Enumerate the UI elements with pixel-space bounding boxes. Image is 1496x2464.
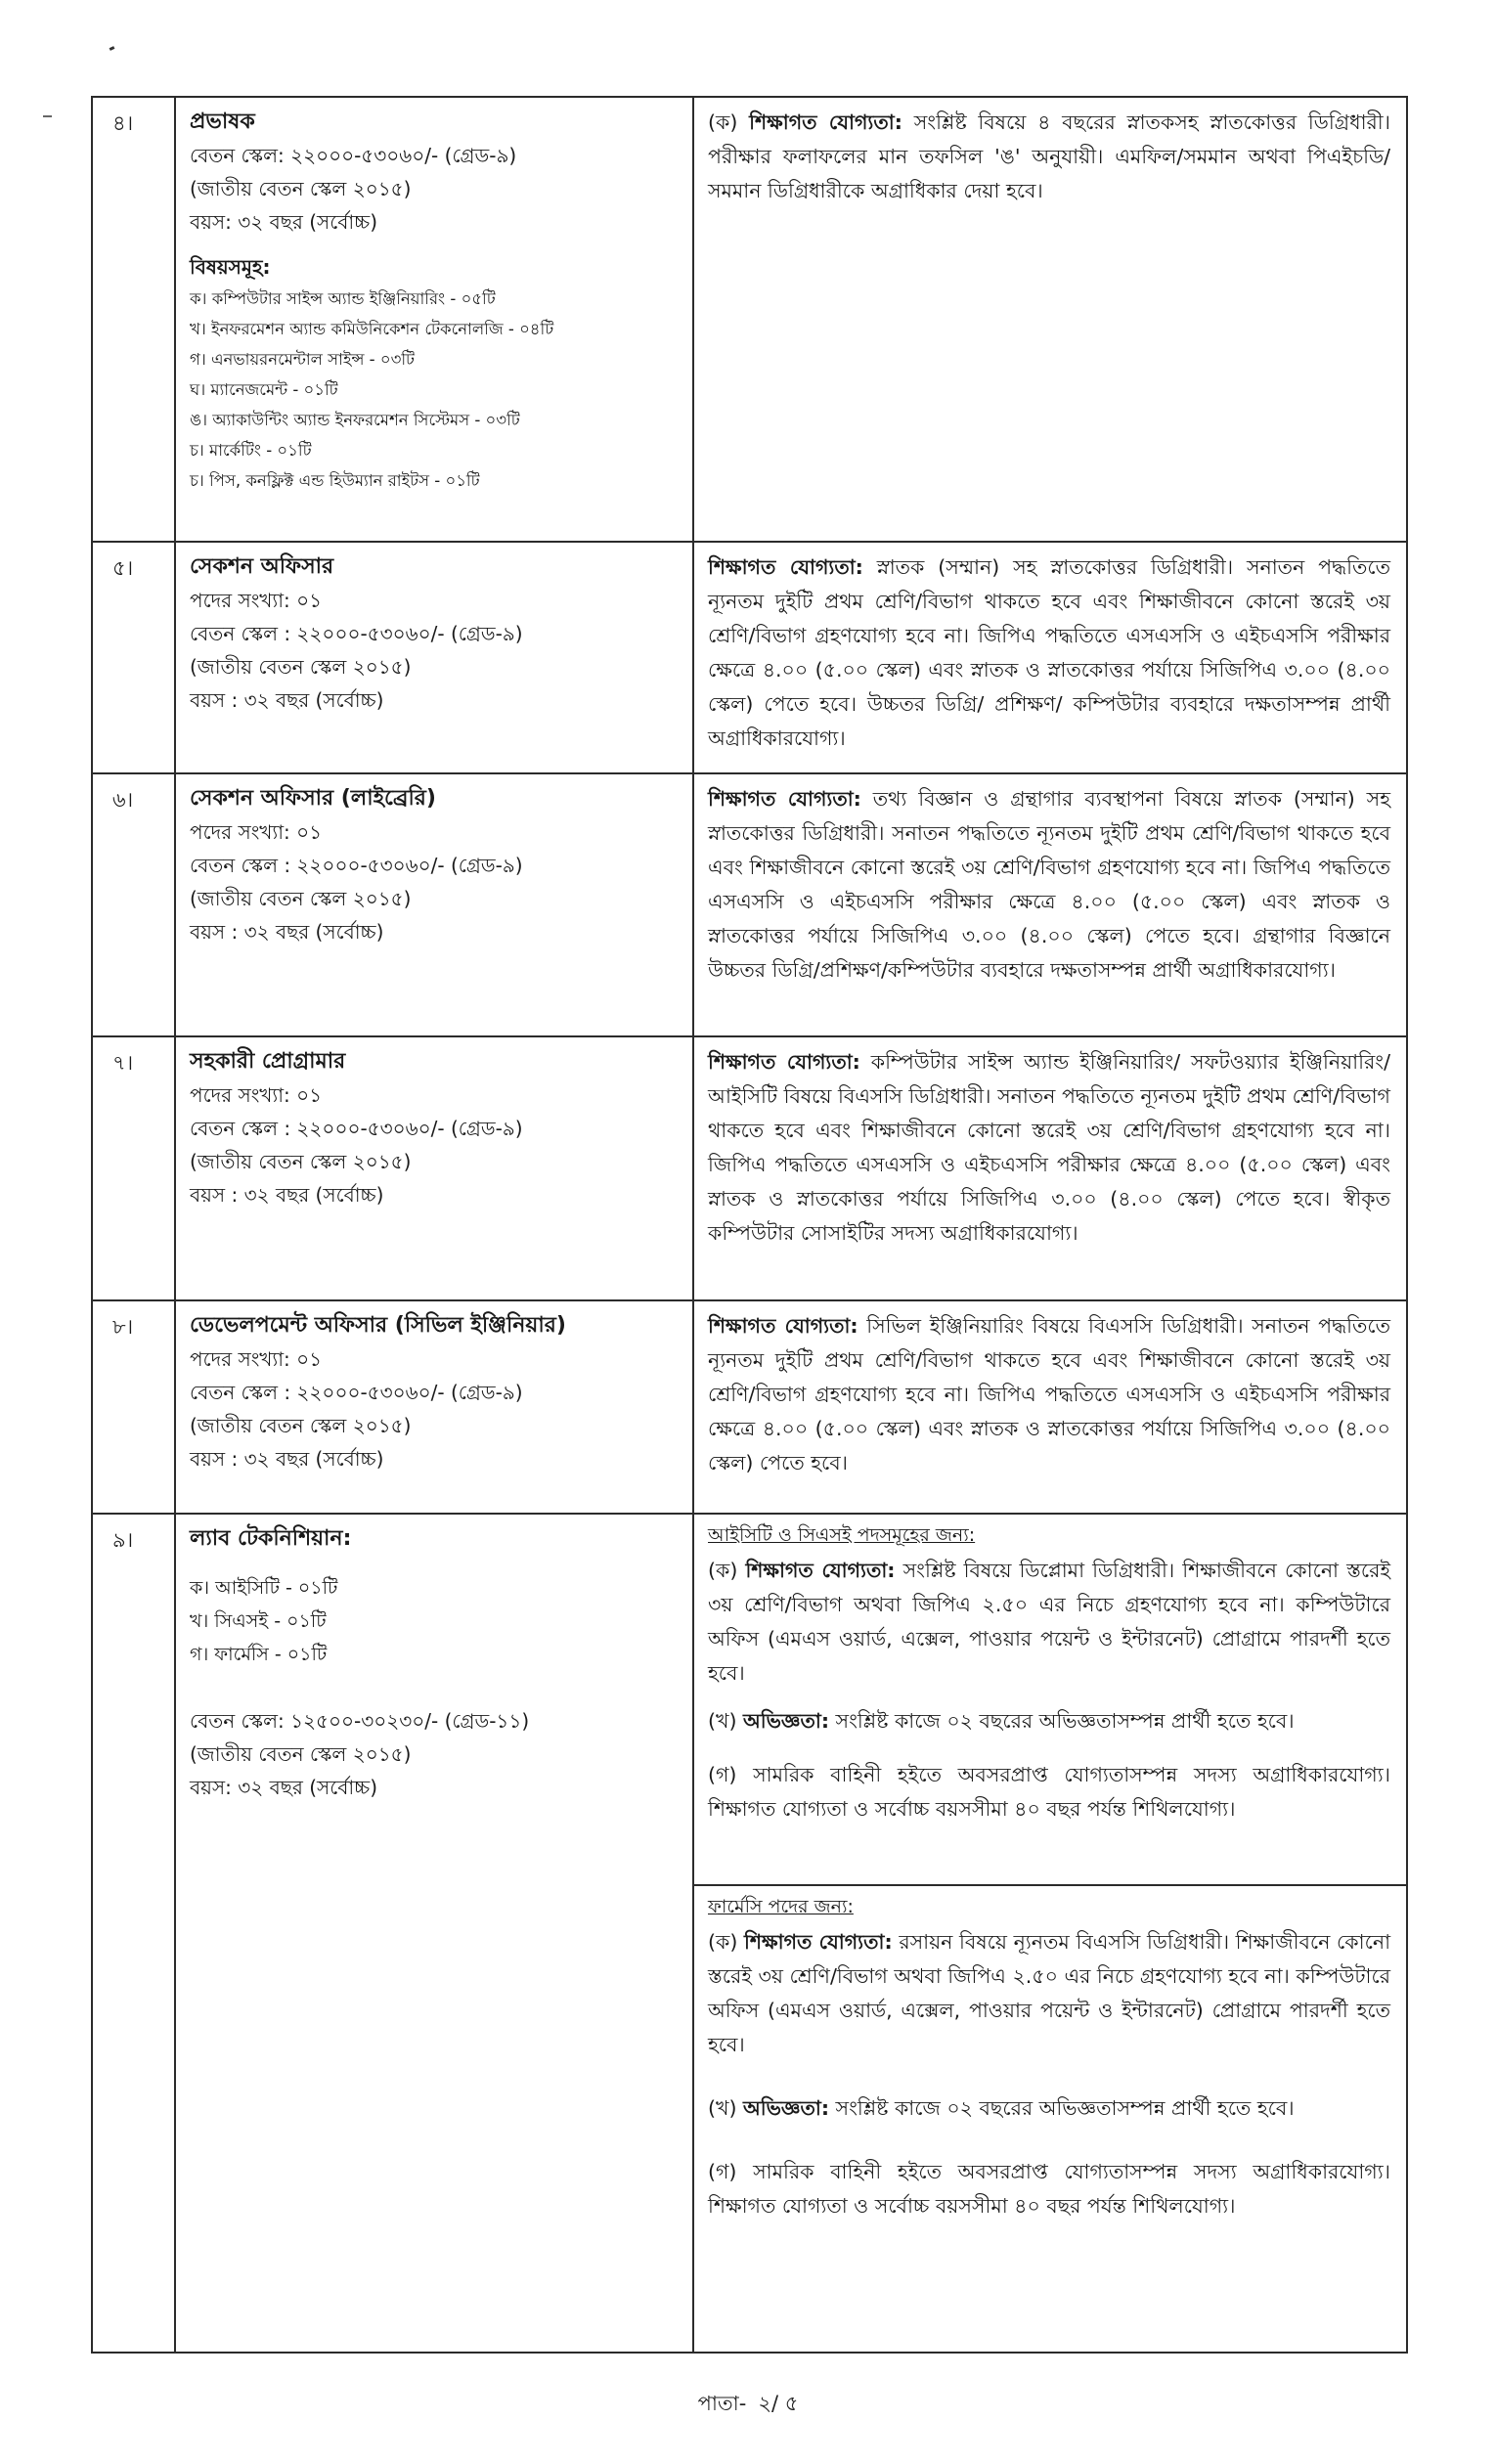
post-title: ডেভেলপমেন্ট অফিসার (সিভিল ইঞ্জিনিয়ার) [190,1313,566,1338]
experience-text: (খ) অভিজ্ঞতা: সংশ্লিষ্ট কাজে ০২ বছরের অভিজ্ঞতাসম্পন্ন প্রার্থী হতে হবে। [708,2096,1295,2120]
page-footer [0,2388,1496,2422]
row-number: ৫। [92,542,175,773]
row-number: ৭। [92,1036,175,1300]
post-count: পদের সংখ্যা: ০১ [190,589,323,612]
row-number: ৪। [92,97,175,542]
age-limit: বয়স : ৩২ বছর (সর্বোচ্চ) [190,1183,384,1207]
qualification-text: শিক্ষাগত যোগ্যতা: সিভিল ইঞ্জিনিয়ারিং বিষয়ে বিএসসি ডিগ্রিধারী। সনাতন পদ্ধতিতে ন্যূনতম দুইটি প্রথম শ্রেণি/বিভাগ থাকতে হবে এবং শিক্ষাজীবনে কোনো স্তরেই ৩য় শ্রেণি/বিভাগ গ্রহণযোগ্য হবে না। জিপিএ পদ্ধতিতে এসএসসি ও এইচএসসি পরীক্ষার ক্ষেত্রে ৪.০০ (৫.০০ স্কেল) এবং স্নাতক ও স্নাতকোত্তর পর্যায়ে সিজিপিএ ৩.০০ (৪.০০ স্কেল) পেতে হবে। [708,1314,1390,1474]
row-number: ৬। [92,773,175,1036]
subject-item: খ। ইনফরমেশন অ্যান্ড কমিউনিকেশন টেকনোলজি - ০৪টি [190,320,554,338]
pay-scale-note: (জাতীয় বেতন স্কেল ২০১৫) [190,655,412,679]
pay-scale-note: (জাতীয় বেতন স্কেল ২০১৫) [190,177,412,200]
subject-item: চ। পিস, কনফ্লিক্ট এন্ড হিউম্যান রাইটস - ০১টি [190,471,480,490]
qualification-text: (ক) শিক্ষাগত যোগ্যতা: রসায়ন বিষয়ে ন্যূনতম বিএসসি ডিগ্রিধারী। শিক্ষাজীবনে কোনো স্তরেই ৩য় শ্রেণি/বিভাগ অথবা জিপিএ ২.৫০ এর নিচে গ্রহণযোগ্য হবে না। কম্পিউটারে অফিস (এমএস ওয়ার্ড, এক্সেল, পাওয়ার পয়েন্ট ও ইন্টারনেট) প্রোগ্রামে পারদর্শী হতে হবে। [708,1930,1391,2056]
ict-cse-block [694,1515,1406,1884]
pay-scale: বেতন স্কেল : ২২০০০-৫৩০৬০/- (গ্রেড-৯) [190,854,523,877]
qualification-text: (ক) শিক্ষাগত যোগ্যতা: সংশ্লিষ্ট বিষয়ে ৪ বছরের স্নাতকসহ স্নাতকোত্তর ডিগ্রিধারী। পরীক্ষার ফলাফলের মান তফসিল 'ঙ' অনুযায়ী। এমফিল/সমমান অথবা পিএইচডি/সমমান ডিগ্রিধারীকে অগ্রাধিকার দেয়া হবে। [708,110,1390,202]
post-title: সেকশন অফিসার (লাইব্রেরি) [190,786,436,811]
subject-item: ক। কম্পিউটার সাইন্স অ্যান্ড ইঞ্জিনিয়ারিং - ০৫টি [190,289,496,308]
subject-item: ঙ। অ্যাকাউন্টিং অ্যান্ড ইনফরমেশন সিস্টেমস - ০৩টি [190,411,520,429]
age-limit: বয়স: ৩২ বছর (সর্বোচ্চ) [190,210,378,234]
experience-label: অভিজ্ঞতা: [742,2096,830,2120]
pay-scale-note: (জাতীয় বেতন স্কেল ২০১৫) [190,887,412,910]
table-row [92,773,1407,1036]
qualification-cell [693,1036,1407,1300]
post-cell [175,1514,693,2353]
military-preference-text: (গ) সামরিক বাহিনী হইতে অবসরপ্রাপ্ত যোগ্যতাসম্পন্ন সদস্য অগ্রাধিকারযোগ্য। শিক্ষাগত যোগ্যতা ও সর্বোচ্চ বয়সসীমা ৪০ বছর পর্যন্ত শিথিলযোগ্য। [708,1763,1390,1821]
qualification-cell [693,1300,1407,1514]
qualification-label: শিক্ষাগত যোগ্যতা: [708,787,861,811]
pay-scale: বেতন স্কেল : ২২০০০-৫৩০৬০/- (গ্রেড-৯) [190,1381,523,1404]
pay-scale-note: (জাতীয় বেতন স্কেল ২০১৫) [190,1414,412,1437]
qualification-cell [693,1514,1407,2353]
page-number: ২/ ৫ [758,2392,799,2415]
qualification-text: শিক্ষাগত যোগ্যতা: কম্পিউটার সাইন্স অ্যান্ড ইঞ্জিনিয়ারিং/ সফটওয়্যার ইঞ্জিনিয়ারিং/ আইসিটি বিষয়ে বিএসসি ডিগ্রিধারী। সনাতন পদ্ধতিতে ন্যূনতম দুইটি প্রথম শ্রেণি/বিভাগ থাকতে হবে এবং শিক্ষাজীবনে কোনো স্তরেই ৩য় শ্রেণি/বিভাগ গ্রহণযোগ্য হবে না। জিপিএ পদ্ধতিতে এসএসসি ও এইচএসসি পরীক্ষার ক্ষেত্রে ৪.০০ (৫.০০ স্কেল) এবং স্নাতক ও স্নাতকোত্তর পর্যায়ে সিজিপিএ ৩.০০ (৪.০০ স্কেল) পেতে হবে। স্বীকৃত কম্পিউটার সোসাইটির সদস্য অগ্রাধিকারযোগ্য। [708,1050,1390,1245]
pay-scale: বেতন স্কেল: ২২০০০-৫৩০৬০/- (গ্রেড-৯) [190,144,517,167]
table-row [92,1300,1407,1514]
subject-item: গ। ফার্মেসি - ০১টি [190,1644,328,1665]
qualification-label: শিক্ষাগত যোগ্যতা: [708,1314,858,1338]
military-preference-text: (গ) সামরিক বাহিনী হইতে অবসরপ্রাপ্ত যোগ্যতাসম্পন্ন সদস্য অগ্রাধিকারযোগ্য। শিক্ষাগত যোগ্যতা ও সর্বোচ্চ বয়সসীমা ৪০ বছর পর্যন্ত শিথিলযোগ্য। [708,2160,1390,2218]
age-limit: বয়স : ৩২ বছর (সর্বোচ্চ) [190,688,384,712]
table-row [92,542,1407,773]
post-cell [175,1036,693,1300]
pay-scale-note: (জাতীয় বেতন স্কেল ২০১৫) [190,1742,412,1766]
table-row [92,1514,1407,2353]
qualification-cell [693,773,1407,1036]
pay-scale-note: (জাতীয় বেতন স্কেল ২০১৫) [190,1150,412,1173]
qualification-label: শিক্ষাগত যোগ্যতা: [749,110,902,134]
subject-item: ক। আইসিটি - ০১টি [190,1577,338,1599]
post-cell [175,542,693,773]
subject-item: ঘ। ম্যানেজমেন্ট - ০১টি [190,380,338,399]
post-cell [175,1300,693,1514]
post-cell [175,773,693,1036]
qualification-label: শিক্ষাগত যোগ্যতা: [744,1930,893,1954]
qualification-label: শিক্ষাগত যোগ্যতা: [745,1559,896,1582]
experience-label: অভিজ্ঞতা: [742,1709,830,1733]
page-label: পাতা- [697,2392,747,2415]
pharmacy-block [694,1884,1406,2233]
subject-item: গ। এনভায়রনমেন্টাল সাইন্স - ০৩টি [190,350,416,369]
qualification-cell [693,97,1407,542]
subject-item: চ। মার্কেটিং - ০১টি [190,441,312,460]
subjects-heading: বিষয়সমূহ: [190,255,271,279]
table-row [92,97,1407,542]
pay-scale: বেতন স্কেল : ২২০০০-৫৩০৬০/- (গ্রেড-৯) [190,622,523,645]
pay-scale: বেতন স্কেল: ১২৫০০-৩০২৩০/- (গ্রেড-১১) [190,1709,530,1733]
age-limit: বয়স: ৩২ বছর (সর্বোচ্চ) [190,1776,378,1799]
post-count: পদের সংখ্যা: ০১ [190,1347,323,1371]
post-title: প্রভাষক [190,110,255,134]
qualification-label: শিক্ষাগত যোগ্যতা: [708,555,863,579]
post-count: পদের সংখ্যা: ০১ [190,1083,323,1107]
post-title: সহকারী প্রোগ্রামার [190,1049,346,1074]
scan-speck [110,46,115,51]
job-posts-table [91,96,1408,2354]
post-title: ল্যাব টেকনিশিয়ান: [190,1526,352,1551]
qualification-text: শিক্ষাগত যোগ্যতা: তথ্য বিজ্ঞান ও গ্রন্থাগার ব্যবস্থাপনা বিষয়ে স্নাতক (সম্মান) সহ স্নাতকোত্তর ডিগ্রিধারী। সনাতন পদ্ধতিতে ন্যূনতম দুইটি প্রথম শ্রেণি/বিভাগ থাকতে হবে এবং শিক্ষাজীবনে কোনো স্তরেই ৩য় শ্রেণি/বিভাগ গ্রহণযোগ্য হবে না। জিপিএ পদ্ধতিতে এসএসসি ও এইচএসসি পরীক্ষার ক্ষেত্রে ৪.০০ (৫.০০ স্কেল) এবং স্নাতক ও স্নাতকোত্তর পর্যায়ে সিজিপিএ ৩.০০ (৪.০০ স্কেল) পেতে হবে। গ্রন্থাগার বিজ্ঞানে উচ্চতর ডিগ্রি/প্রশিক্ষণ/কম্পিউটার ব্যবহারে দক্ষতাসম্পন্ন প্রার্থী অগ্রাধিকারযোগ্য। [708,787,1390,982]
age-limit: বয়স : ৩২ বছর (সর্বোচ্চ) [190,920,384,944]
pay-scale: বেতন স্কেল : ২২০০০-৫৩০৬০/- (গ্রেড-৯) [190,1117,523,1140]
post-title: সেকশন অফিসার [190,554,334,579]
post-cell [175,97,693,542]
qualification-text: শিক্ষাগত যোগ্যতা: স্নাতক (সম্মান) সহ স্নাতকোত্তর ডিগ্রিধারী। সনাতন পদ্ধতিতে ন্যূনতম দুইটি প্রথম শ্রেণি/বিভাগ থাকতে হবে এবং শিক্ষাজীবনে কোনো স্তরেই ৩য় শ্রেণি/বিভাগ গ্রহণযোগ্য হবে না। জিপিএ পদ্ধতিতে এসএসসি ও এইচএসসি পরীক্ষার ক্ষেত্রে ৪.০০ (৫.০০ স্কেল) এবং স্নাতক ও স্নাতকোত্তর পর্যায়ে সিজিপিএ ৩.০০ (৪.০০ স্কেল) পেতে হবে। উচ্চতর ডিগ্রি/ প্রশিক্ষণ/ কম্পিউটার ব্যবহারে দক্ষতাসম্পন্ন প্রার্থী অগ্রাধিকারযোগ্য। [708,555,1390,750]
table-row [92,1036,1407,1300]
qualification-cell [693,542,1407,773]
row-number: ৮। [92,1300,175,1514]
qualification-label: শিক্ষাগত যোগ্যতা: [708,1050,860,1074]
age-limit: বয়স : ৩২ বছর (সর্বোচ্চ) [190,1447,384,1471]
block-heading: আইসিটি ও সিএসই পদসমূহের জন্য: [708,1524,976,1546]
subject-item: খ। সিএসই - ০১টি [190,1610,327,1632]
row-number: ৯। [92,1514,175,2353]
block-heading: ফার্মেসি পদের জন্য: [708,1896,854,1917]
post-count: পদের সংখ্যা: ০১ [190,820,323,844]
scan-edge-mark [43,115,52,117]
qualification-text: (ক) শিক্ষাগত যোগ্যতা: সংশ্লিষ্ট বিষয়ে ডিপ্লোমা ডিগ্রিধারী। শিক্ষাজীবনে কোনো স্তরেই ৩য় শ্রেণি/বিভাগ অথবা জিপিএ ২.৫০ এর নিচে গ্রহণযোগ্য হবে না। কম্পিউটারে অফিস (এমএস ওয়ার্ড, এক্সেল, পাওয়ার পয়েন্ট ও ইন্টারনেট) প্রোগ্রামে পারদর্শী হতে হবে। [708,1559,1391,1685]
experience-text: (খ) অভিজ্ঞতা: সংশ্লিষ্ট কাজে ০২ বছরের অভিজ্ঞতাসম্পন্ন প্রার্থী হতে হবে। [708,1709,1295,1733]
